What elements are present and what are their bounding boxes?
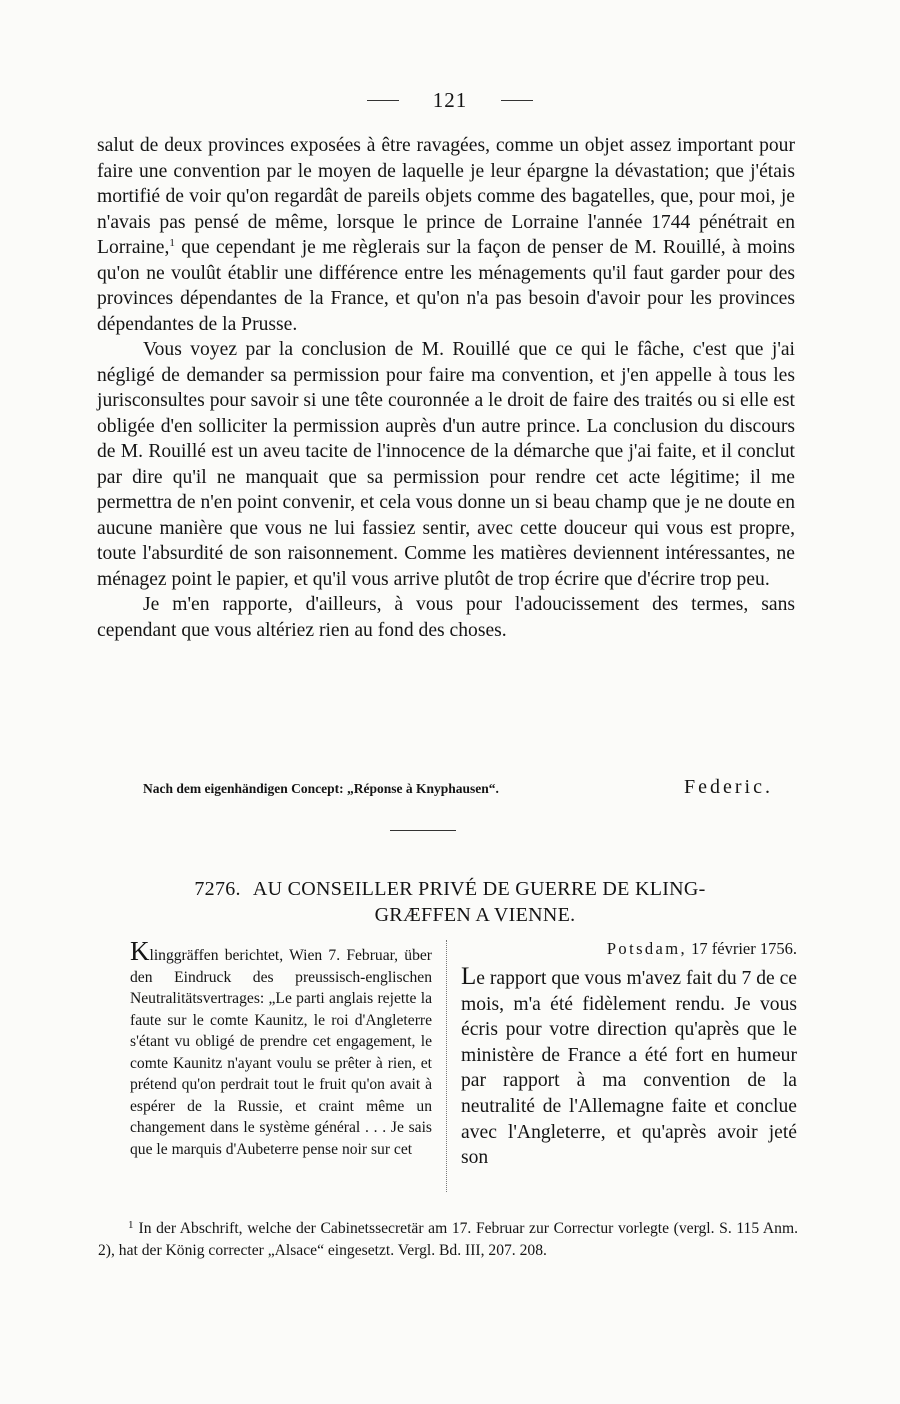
paragraph-1 <box>97 133 795 337</box>
heading-text-1: AU CONSEILLER PRIVÉ DE GUERRE DE KLING- <box>252 878 706 900</box>
running-head-rule-right <box>501 100 533 101</box>
letter-text <box>461 964 797 1171</box>
document-heading <box>130 876 770 928</box>
dateline-place: Potsdam, <box>606 939 688 958</box>
paragraph-3: Je m'en rapporte, d'ailleurs, à vous pour l'adoucissement des termes, sans cependant que vous altériez rien au fond des choses. <box>97 594 795 641</box>
footnote-reference: 1 <box>169 237 175 249</box>
footnote-mark: 1 <box>128 1219 134 1231</box>
footnote <box>98 1215 798 1261</box>
source-note: Nach dem eigenhändigen Concept: „Réponse à Knyphausen“. <box>143 781 499 796</box>
column-separator <box>446 940 447 1192</box>
letter-body-text: e rapport que vous m'avez fait du 7 de ce mois, m'a été fidèlement rendu. Je vous écris pour votre direction qu'après que le ministère de France a été fort en humeur par rapport à ma convention de la neutralité de l'Allemagne faite et conclue avec l'Angleterre, et qu'après avoir jeté son <box>461 968 797 1169</box>
running-head <box>0 88 900 112</box>
signature: Federic. <box>684 776 773 798</box>
letter-column <box>461 938 797 1171</box>
document-heading-line-2: GRÆFFEN A VIENNE. <box>374 904 576 926</box>
running-head-rule-left <box>367 100 399 101</box>
source-line <box>143 776 773 802</box>
footnote-text: In der Abschrift, welche der Cabinetssecretär am 17. Februar zur Correctur vorlegte (vergl. S. 115 Anm. 2), hat der König correcter „Alsace“ eingesetzt. Vergl. Bd. III, 207. 208. <box>98 1220 798 1259</box>
section-divider <box>390 830 456 831</box>
summary-body: linggräffen berichtet, Wien 7. Februar, über den Eindruck des preussisch-englischen Neutralitätsvertrages: „Le parti anglais rejette la faute sur le comte Kaunitz, le roi d'Angleterre s'étant vu obligé de prendre cet engagement, le comte Kaunitz n'ayant voulu se prêter à rien, et prétend qu'on perdrait tout le fruit qu'on avait à espérer de la Russie, et craint même un changement dans le système général . . . Je sais que le marquis d'Aubeterre pense noir sur cet <box>130 947 432 1158</box>
document-number: 7276. <box>194 878 241 900</box>
paragraph-2: Vous voyez par la conclusion de M. Rouillé que ce qui le fâche, c'est que j'ai négligé de demander sa permission pour faire ma convention, et j'en appelle à tous les jurisconsultes pour savoir si une tête couronnée a le droit de faire des traités ou si elle est obligée d'en solliciter la permission auprès d'un autre prince. La conclusion du discours de M. Rouillé est un aveu tacite de l'innocence de la démarche que j'ai faite, et il conclut par dire qu'il ne manquait que sa permission pour rendre cet acte légitime; il me permettra de n'en point convenir, et cela vous donne un si beau champ que je ne doute en aucune manière que vous ne lui fassiez sentir, avec cette douceur qui vous est propre, toute l'absurdité de son raisonnement. Comme les matières deviennent intéressantes, ne ménagez point le papier, et qu'il vous arrive plutôt de trop écrire que d'écrire trop peu. <box>97 339 795 590</box>
document-heading-line-1 <box>130 876 770 902</box>
paragraph-1-part-a: salut de deux provinces exposées à être ravagées, comme un objet assez important pour faire une convention par le moyen de laquelle je leur épargne la dévastation; que j'étais mortifié de voir qu'on regardât de pareils objets comme des bagatelles, que, pour moi, je n'avais pas pensé de même, lorsque le prince de Lorraine l'année 1744 pénétrait en Lorraine, <box>97 135 795 258</box>
letter-initial: L <box>461 963 477 990</box>
dateline-date: 17 février 1756. <box>691 939 797 958</box>
summary-text <box>130 938 432 1160</box>
letter-body <box>97 133 795 643</box>
paragraph-1-part-b: que cependant je me règlerais sur la façon de penser de M. Rouillé, à moins qu'on ne voulût établir une différence entre les ménagements qu'il faut garder pour des provinces dépendantes de la France, et qu'on n'a pas besoin d'avoir pour les provinces dépendantes de la Prusse. <box>97 237 795 335</box>
dateline <box>461 938 797 960</box>
summary-column <box>130 938 432 1160</box>
summary-initial: K <box>130 936 150 966</box>
page-number: 121 <box>432 87 468 112</box>
